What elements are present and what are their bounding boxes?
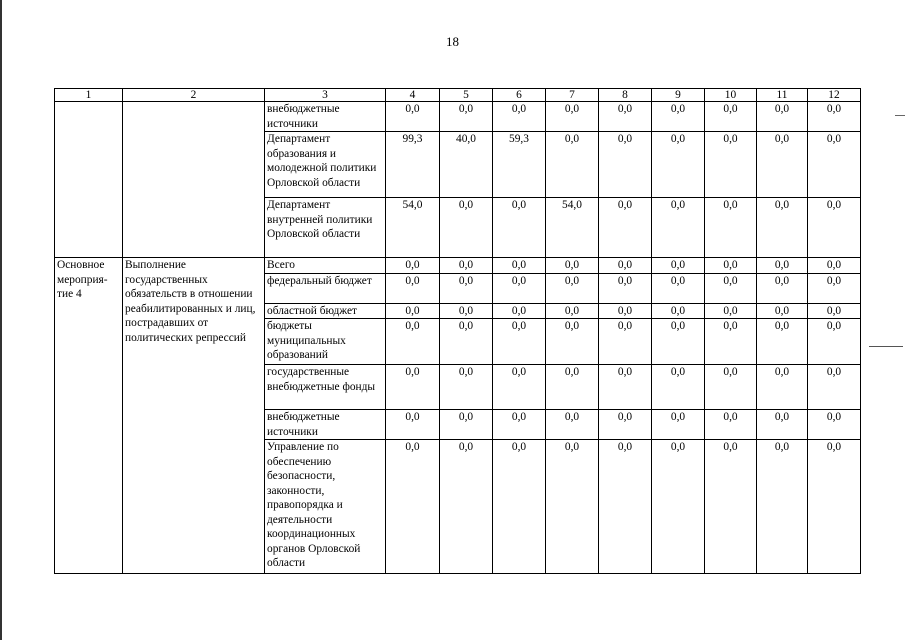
value-cell: 54,0 bbox=[546, 198, 599, 258]
value-cell: 0,0 bbox=[493, 102, 546, 132]
table-body bbox=[55, 89, 861, 574]
value-cell: 0,0 bbox=[493, 258, 546, 274]
value-cell: 0,0 bbox=[652, 365, 705, 410]
value-cell: 0,0 bbox=[705, 258, 757, 274]
value-cell: 0,0 bbox=[386, 410, 440, 440]
value-cell: 0,0 bbox=[440, 440, 493, 574]
value-cell: 0,0 bbox=[808, 319, 861, 365]
value-cell: 0,0 bbox=[546, 410, 599, 440]
funding-source-cell: Управление по обеспечению безопасности, законности, правопорядка и деятельности координационных органов Орловской области bbox=[265, 440, 386, 574]
column-header: 3 bbox=[265, 89, 386, 102]
value-cell: 0,0 bbox=[493, 303, 546, 319]
value-cell: 0,0 bbox=[652, 303, 705, 319]
value-cell: 0,0 bbox=[757, 303, 808, 319]
value-cell: 0,0 bbox=[652, 258, 705, 274]
value-cell: 0,0 bbox=[599, 319, 652, 365]
value-cell: 0,0 bbox=[757, 198, 808, 258]
value-cell: 0,0 bbox=[440, 319, 493, 365]
funding-source-cell: федеральный бюджет bbox=[265, 273, 386, 303]
value-cell: 0,0 bbox=[546, 303, 599, 319]
funding-source-cell: государственные внебюджетные фонды bbox=[265, 365, 386, 410]
value-cell: 54,0 bbox=[386, 198, 440, 258]
value-cell: 0,0 bbox=[757, 273, 808, 303]
value-cell: 0,0 bbox=[705, 132, 757, 198]
value-cell: 0,0 bbox=[493, 410, 546, 440]
column-header: 4 bbox=[386, 89, 440, 102]
value-cell: 0,0 bbox=[808, 303, 861, 319]
page-left-edge bbox=[0, 0, 2, 640]
value-cell: 0,0 bbox=[808, 365, 861, 410]
value-cell: 0,0 bbox=[440, 273, 493, 303]
value-cell: 0,0 bbox=[757, 132, 808, 198]
value-cell: 99,3 bbox=[386, 132, 440, 198]
value-cell: 0,0 bbox=[808, 258, 861, 274]
value-cell: 0,0 bbox=[493, 273, 546, 303]
value-cell: 0,0 bbox=[808, 273, 861, 303]
value-cell: 0,0 bbox=[546, 273, 599, 303]
value-cell: 0,0 bbox=[599, 132, 652, 198]
value-cell: 0,0 bbox=[386, 102, 440, 132]
value-cell: 0,0 bbox=[757, 258, 808, 274]
value-cell: 0,0 bbox=[808, 440, 861, 574]
value-cell: 0,0 bbox=[652, 132, 705, 198]
column-header: 2 bbox=[123, 89, 265, 102]
value-cell: 0,0 bbox=[808, 132, 861, 198]
budget-table bbox=[54, 88, 861, 574]
value-cell: 0,0 bbox=[599, 102, 652, 132]
value-cell: 0,0 bbox=[808, 410, 861, 440]
value-cell: 0,0 bbox=[493, 440, 546, 574]
value-cell: 0,0 bbox=[386, 258, 440, 274]
value-cell: 0,0 bbox=[757, 440, 808, 574]
value-cell: 0,0 bbox=[705, 273, 757, 303]
value-cell: 0,0 bbox=[705, 102, 757, 132]
value-cell: 0,0 bbox=[493, 198, 546, 258]
value-cell: 0,0 bbox=[599, 198, 652, 258]
value-cell: 0,0 bbox=[705, 365, 757, 410]
value-cell: 0,0 bbox=[599, 440, 652, 574]
margin-mark bbox=[895, 115, 905, 116]
value-cell: 0,0 bbox=[493, 319, 546, 365]
value-cell: 0,0 bbox=[757, 410, 808, 440]
value-cell: 0,0 bbox=[652, 440, 705, 574]
value-cell: 0,0 bbox=[652, 273, 705, 303]
column-header: 1 bbox=[55, 89, 123, 102]
value-cell: 0,0 bbox=[440, 303, 493, 319]
value-cell: 0,0 bbox=[599, 258, 652, 274]
value-cell: 40,0 bbox=[440, 132, 493, 198]
group-description-cell bbox=[123, 102, 265, 258]
value-cell: 0,0 bbox=[386, 319, 440, 365]
value-cell: 0,0 bbox=[705, 198, 757, 258]
value-cell: 0,0 bbox=[705, 410, 757, 440]
value-cell: 0,0 bbox=[599, 303, 652, 319]
funding-source-cell: внебюджетные источники bbox=[265, 102, 386, 132]
value-cell: 0,0 bbox=[808, 198, 861, 258]
value-cell: 0,0 bbox=[599, 410, 652, 440]
value-cell: 0,0 bbox=[386, 440, 440, 574]
value-cell: 0,0 bbox=[386, 273, 440, 303]
value-cell: 0,0 bbox=[757, 365, 808, 410]
value-cell: 0,0 bbox=[546, 258, 599, 274]
table-row bbox=[55, 258, 861, 274]
funding-source-cell: Всего bbox=[265, 258, 386, 274]
value-cell: 0,0 bbox=[705, 319, 757, 365]
value-cell: 0,0 bbox=[652, 319, 705, 365]
value-cell: 0,0 bbox=[546, 132, 599, 198]
column-header: 8 bbox=[599, 89, 652, 102]
measure-description-cell: Выполнение государственных обязательств в отношении реабилитированных и лиц, пострадавших от политических репрессий bbox=[123, 258, 265, 574]
funding-source-cell: областной бюджет bbox=[265, 303, 386, 319]
column-header: 6 bbox=[493, 89, 546, 102]
group-label-cell bbox=[55, 102, 123, 258]
value-cell: 0,0 bbox=[808, 102, 861, 132]
value-cell: 0,0 bbox=[493, 365, 546, 410]
value-cell: 0,0 bbox=[546, 319, 599, 365]
value-cell: 0,0 bbox=[705, 303, 757, 319]
column-header: 10 bbox=[705, 89, 757, 102]
value-cell: 0,0 bbox=[652, 198, 705, 258]
column-header: 5 bbox=[440, 89, 493, 102]
value-cell: 0,0 bbox=[546, 365, 599, 410]
value-cell: 0,0 bbox=[386, 365, 440, 410]
funding-source-cell: Департамент внутренней политики Орловской области bbox=[265, 198, 386, 258]
value-cell: 0,0 bbox=[440, 258, 493, 274]
value-cell: 0,0 bbox=[757, 319, 808, 365]
value-cell: 0,0 bbox=[440, 102, 493, 132]
value-cell: 0,0 bbox=[440, 410, 493, 440]
value-cell: 0,0 bbox=[652, 410, 705, 440]
column-header: 7 bbox=[546, 89, 599, 102]
value-cell: 0,0 bbox=[440, 365, 493, 410]
column-header: 11 bbox=[757, 89, 808, 102]
value-cell: 0,0 bbox=[652, 102, 705, 132]
funding-source-cell: бюджеты муниципальных образований bbox=[265, 319, 386, 365]
value-cell: 0,0 bbox=[386, 303, 440, 319]
value-cell: 0,0 bbox=[757, 102, 808, 132]
value-cell: 0,0 bbox=[599, 273, 652, 303]
margin-arrow-mark bbox=[869, 346, 903, 347]
table-row bbox=[55, 102, 861, 132]
value-cell: 0,0 bbox=[599, 365, 652, 410]
value-cell: 59,3 bbox=[493, 132, 546, 198]
value-cell: 0,0 bbox=[546, 102, 599, 132]
funding-source-cell: Департамент образования и молодежной политики Орловской области bbox=[265, 132, 386, 198]
page-number: 18 bbox=[446, 34, 459, 49]
value-cell: 0,0 bbox=[440, 198, 493, 258]
value-cell: 0,0 bbox=[546, 440, 599, 574]
measure-label-cell: Основное мероприя-тие 4 bbox=[55, 258, 123, 574]
value-cell: 0,0 bbox=[705, 440, 757, 574]
column-header: 9 bbox=[652, 89, 705, 102]
column-header: 12 bbox=[808, 89, 861, 102]
funding-source-cell: внебюджетные источники bbox=[265, 410, 386, 440]
header-row bbox=[55, 89, 861, 102]
